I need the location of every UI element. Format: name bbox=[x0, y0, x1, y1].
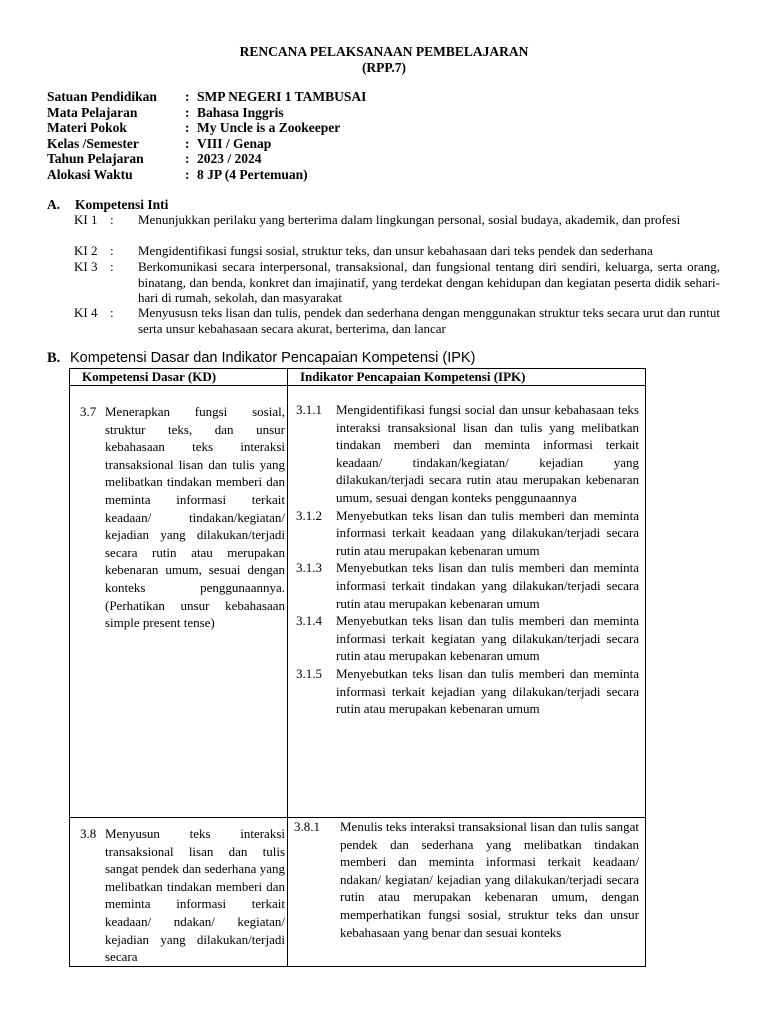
table-header-row bbox=[70, 369, 646, 386]
identity-label: Satuan Pendidikan bbox=[47, 89, 157, 104]
ipk-item bbox=[288, 612, 645, 665]
identity-row bbox=[47, 151, 366, 167]
kd-text: Menerapkan fungsi sosial, struktur teks, dan unsur kebahasaan teks interaksi transaksional lisan dan tulis yang melibatkan tindakan memberi dan meminta informasi terkait keadaan/ tindakan/kegiatan/ kejadian yang dilakukan/terjadi secara rutin atau merupakan kebenaran umum, sesuai dengan konteks penggunaannya. (Perhatikan unsur kebahasaan simple present tense) bbox=[105, 404, 285, 631]
kd-cell bbox=[70, 818, 288, 967]
kd-cell bbox=[70, 386, 288, 818]
identity-row bbox=[47, 167, 366, 183]
section-b-heading bbox=[47, 350, 475, 367]
ipk-number: 3.1.1 bbox=[296, 402, 322, 417]
ipk-number: 3.1.5 bbox=[296, 665, 322, 681]
identity-value: Bahasa Inggris bbox=[197, 104, 284, 120]
section-b-letter: B. bbox=[47, 350, 61, 366]
kd-ipk-table bbox=[69, 368, 646, 967]
identity-label: Alokasi Waktu bbox=[47, 166, 133, 182]
identity-row bbox=[47, 105, 366, 121]
identity-colon: : bbox=[185, 104, 190, 120]
identity-colon: : bbox=[185, 89, 190, 104]
identity-colon: : bbox=[185, 151, 190, 167]
ki-colon: : bbox=[110, 212, 114, 227]
ipk-item bbox=[288, 665, 645, 718]
ki-code: KI 3 bbox=[74, 259, 98, 274]
identity-value: SMP NEGERI 1 TAMBUSAI bbox=[197, 89, 367, 104]
identity-label: Tahun Pelajaran bbox=[47, 151, 144, 167]
ki-text: Mengidentifikasi fungsi sosial, struktur teks, dan unsur kebahasaan dari teks pendek dan sederhana bbox=[138, 243, 653, 258]
section-a-letter: A. bbox=[47, 197, 61, 212]
kd-column-header: Kompetensi Dasar (KD) bbox=[70, 369, 288, 386]
identity-value: 2023 / 2024 bbox=[197, 151, 262, 167]
ipk-item bbox=[288, 559, 645, 612]
kd-number: 3.8 bbox=[80, 826, 97, 841]
ipk-cell bbox=[288, 818, 646, 967]
identity-label: Materi Pokok bbox=[47, 120, 127, 136]
ipk-number: 3.8.1 bbox=[294, 819, 320, 834]
ipk-text: Menyebutkan teks lisan dan tulis memberi dan meminta informasi terkait keadaan yang dilakukan/terjadi secara rutin atau merupakan kebenaran umum bbox=[336, 507, 639, 558]
ki-item bbox=[74, 212, 720, 228]
ipk-text: Menulis teks interaksi transaksional lisan dan tulis sangat pendek dan sederhana yang melibatkan tindakan memberi dan meminta informasi terkait keadaan/ ndakan/ kegiatan/ kejadian yang dilakukan/terjadi secara rutin atau merupakan kebenaran umum, dengan memperhatikan fungsi sosial, struktur teks dan unsur kebahasaan yang benar dan sesuai konteks bbox=[340, 819, 639, 940]
ki-item bbox=[74, 259, 720, 306]
ipk-item bbox=[288, 818, 645, 941]
ki-text: Menyususn teks lisan dan tulis, pendek dan sederhana dengan menggunakan struktur teks secara urut dan runtut serta unsur kebahasaan secara akurat, berterima, dan lancar bbox=[138, 305, 720, 336]
ipk-number: 3.1.4 bbox=[296, 613, 322, 629]
table-row bbox=[70, 386, 646, 818]
identity-colon: : bbox=[185, 135, 190, 151]
ipk-text: Menyebutkan teks lisan dan tulis memberi dan meminta informasi terkait kejadian yang dilakukan/terjadi secara rutin atau merupakan kebenaran umum bbox=[336, 665, 639, 717]
ipk-cell bbox=[288, 386, 646, 818]
ipk-item bbox=[288, 401, 645, 507]
ipk-item bbox=[288, 507, 645, 560]
identity-block bbox=[47, 89, 366, 183]
ki-text: Berkomunikasi secara interpersonal, transaksional, dan fungsional tentang diri sendiri, keluarga, serta orang, binatang, dan benda, konkret dan imajinatif, yang terdekat dengan kehidupan dan kegiatan peserta didik sehari-hari di rumah, sekolah, dan masyarakat bbox=[138, 259, 720, 305]
ipk-number: 3.1.2 bbox=[296, 507, 322, 523]
section-a-title: Kompetensi Inti bbox=[75, 197, 169, 212]
section-a-heading bbox=[47, 197, 168, 213]
identity-label: Kelas /Semester bbox=[47, 135, 139, 151]
ki-code: KI 2 bbox=[74, 243, 98, 258]
identity-label: Mata Pelajaran bbox=[47, 104, 138, 120]
identity-row bbox=[47, 136, 366, 152]
identity-row bbox=[47, 89, 366, 105]
ki-code: KI 4 bbox=[74, 305, 98, 320]
ki-item bbox=[74, 243, 720, 259]
ki-item bbox=[74, 305, 720, 336]
ipk-column-header: Indikator Pencapaian Kompetensi (IPK) bbox=[288, 369, 646, 386]
identity-colon: : bbox=[185, 120, 190, 136]
ki-text: Menunjukkan perilaku yang berterima dalam lingkungan personal, sosial budaya, akademik, dan profesi bbox=[138, 212, 681, 227]
identity-value: My Uncle is a Zookeeper bbox=[197, 120, 341, 136]
document-title: RENCANA PELAKSANAAN PEMBELAJARAN bbox=[239, 44, 529, 59]
kd-number: 3.7 bbox=[80, 404, 97, 419]
identity-value: 8 JP (4 Pertemuan) bbox=[197, 166, 308, 182]
ki-colon: : bbox=[110, 259, 114, 274]
ipk-number: 3.1.3 bbox=[296, 560, 322, 576]
ki-colon: : bbox=[110, 305, 114, 320]
document-code: (RPP.7) bbox=[361, 60, 407, 75]
ipk-text: Menyebutkan teks lisan dan tulis memberi dan meminta informasi terkait tindakan yang dilakukan/terjadi secara rutin atau merupakan kebenaran umum bbox=[336, 560, 639, 611]
identity-row bbox=[47, 120, 366, 136]
kd-text: Menyusun teks interaksi transaksional lisan dan tulis sangat pendek dan sederhana yang melibatkan tindakan memberi dan meminta informasi terkait keadaan/ ndakan/ kegiatan/ kejadian yang dilakukan/terjadi secara bbox=[105, 826, 285, 965]
section-b-title: Kompetensi Dasar dan Indikator Pencapaian Kompetensi (IPK) bbox=[70, 350, 476, 366]
table-row bbox=[70, 818, 646, 967]
ipk-text: Mengidentifikasi fungsi social dan unsur kebahasaan teks interaksi transaksional lisan dan tulis yang melibatkan tindakan memberi dan meminta informasi terkait keadaan/ tindakan/kegiatan/ kejadian yang dilakukan/terjadi secara rutin atau merupakan kebenaran umum, sesuai dengan konteks penggunaannya bbox=[336, 402, 639, 505]
identity-colon: : bbox=[185, 166, 190, 182]
ipk-text: Menyebutkan teks lisan dan tulis memberi dan meminta informasi terkait kegiatan yang dilakukan/terjadi secara rutin atau merupakan kebenaran umum bbox=[336, 613, 639, 664]
ki-colon: : bbox=[110, 243, 114, 258]
identity-value: VIII / Genap bbox=[197, 135, 272, 151]
ki-code: KI 1 bbox=[74, 212, 98, 227]
